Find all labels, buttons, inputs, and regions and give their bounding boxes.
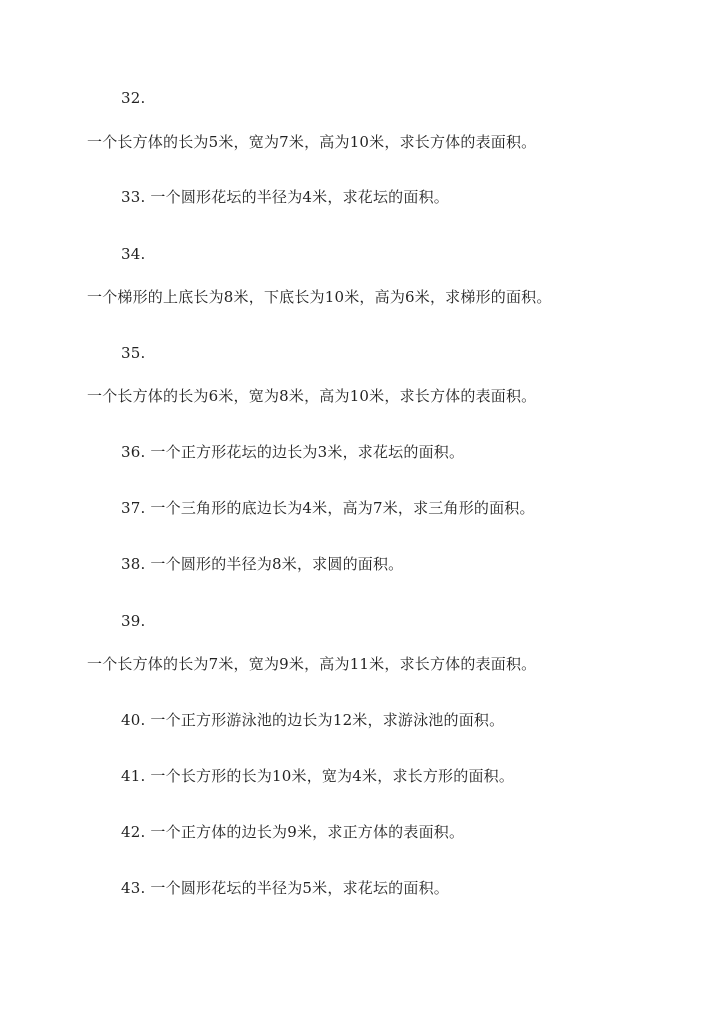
problem-39-text: 一个长方体的长为7米，宽为9米，高为11米，求长方体的表面积。 bbox=[87, 655, 537, 673]
problem-32-number: 32. bbox=[121, 89, 146, 107]
problem-35-text: 一个长方体的长为6米，宽为8米，高为10米，求长方体的表面积。 bbox=[87, 387, 537, 405]
problem-35-number: 35. bbox=[121, 344, 146, 362]
problem-39-number: 39. bbox=[121, 612, 146, 630]
problem-33: 33. 一个圆形花坛的半径为4米，求花坛的面积。 bbox=[121, 188, 449, 206]
problem-42: 42. 一个正方体的边长为9米，求正方体的表面积。 bbox=[121, 823, 465, 841]
problem-37: 37. 一个三角形的底边长为4米，高为7米，求三角形的面积。 bbox=[121, 499, 535, 517]
problem-34-number: 34. bbox=[121, 245, 146, 263]
problem-40: 40. 一个正方形游泳池的边长为12米，求游泳池的面积。 bbox=[121, 711, 505, 729]
problem-43: 43. 一个圆形花坛的半径为5米，求花坛的面积。 bbox=[121, 879, 449, 897]
problem-38: 38. 一个圆形的半径为8米，求圆的面积。 bbox=[121, 555, 404, 573]
problem-36: 36. 一个正方形花坛的边长为3米，求花坛的面积。 bbox=[121, 443, 465, 461]
problem-32-text: 一个长方体的长为5米，宽为7米，高为10米，求长方体的表面积。 bbox=[87, 133, 537, 151]
problem-34-text: 一个梯形的上底长为8米，下底长为10米，高为6米，求梯形的面积。 bbox=[87, 288, 552, 306]
problem-41: 41. 一个长方形的长为10米，宽为4米，求长方形的面积。 bbox=[121, 767, 515, 785]
